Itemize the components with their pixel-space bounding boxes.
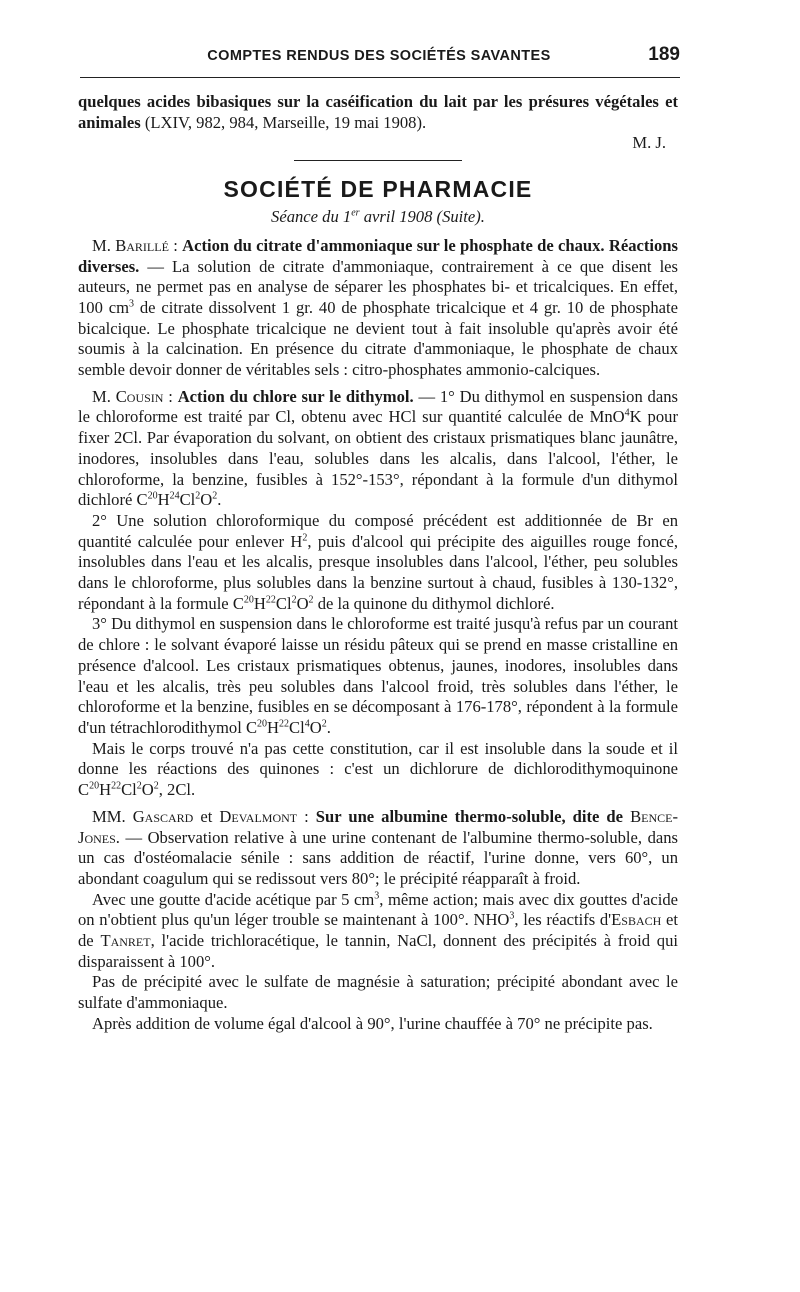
running-title: COMPTES RENDUS DES SOCIÉTÉS SAVANTES xyxy=(207,48,551,64)
cousin-p1-a: — 1° Du dithymol en suspension dans le chloroforme est traité par Cl, obtenu avec HCl sur quantité calculée de MnO xyxy=(78,386,678,427)
gascard-p2-sup2: 3 xyxy=(509,910,515,922)
gascard-paragraph-3: Pas de précipité avec le sulfate de magnésie à saturation; précipité abondant avec le sulfate d'ammoniaque. xyxy=(78,972,678,1013)
gascard-paragraph-2 xyxy=(78,890,678,973)
session-prefix: Séance du 1 xyxy=(271,207,352,227)
running-head xyxy=(78,44,680,70)
session-line xyxy=(78,207,678,228)
cousin-p3-d: O xyxy=(309,717,322,737)
cousin-p3-sup1: 20 xyxy=(257,718,268,730)
cousin-p2-e: O xyxy=(296,593,309,613)
cousin-p1-sup5: 2 xyxy=(212,490,218,502)
gascard-prefix: MM. xyxy=(92,806,133,826)
cousin-p3-sup2: 22 xyxy=(279,718,290,730)
cousin-p1-e: O xyxy=(200,490,213,510)
cousin-p1-sup4: 2 xyxy=(195,490,201,502)
gascard-paragraph-1 xyxy=(78,807,678,890)
cousin-p4-sup2: 22 xyxy=(111,780,122,792)
barille-title: Action du citrate d'ammoniaque sur le phosphate de chaux. Réactions diverses. xyxy=(78,235,678,276)
barille-author: Barillé xyxy=(115,235,169,255)
barille-text-1: — La solution de citrate d'ammoniaque, contrairement à ce que disent les auteurs, ne permet pas en analyse de séparer les phosphates bi- et tricalciques. En effet, 100 cm xyxy=(78,256,678,317)
signature: M. J. xyxy=(632,133,666,153)
barille-prefix: M. xyxy=(92,235,116,255)
cousin-p2-a: 2° Une solution chloroformique du composé précédent est additionnée de Br en quantité calculée pour enlever H xyxy=(78,510,678,551)
gascard-p2-sup1: 3 xyxy=(374,890,380,902)
cousin-p1-sup1: 4 xyxy=(624,407,630,419)
cousin-paragraph-2 xyxy=(78,511,678,615)
cousin-p1-sup2: 20 xyxy=(147,490,158,502)
intro-bold-text: quelques acides bibasiques sur la caséification du lait par les présures végétales et animales xyxy=(78,92,678,132)
cousin-paragraph-3 xyxy=(78,614,678,738)
section-heading: SOCIÉTÉ DE PHARMACIE xyxy=(223,176,533,203)
gascard-paragraph-4: Après addition de volume égal d'alcool à 90°, l'urine chauffée à 70° ne précipite pas. xyxy=(92,1013,653,1033)
session-sup: er xyxy=(351,207,360,219)
gascard-p2-d: et de xyxy=(78,910,678,951)
barille-paragraph xyxy=(78,236,678,381)
cousin-p1-b: K pour fixer 2Cl. Par évaporation du solvant, on obtient des cristaux prismatiques blanc jaunâtre, inodores, insolubles dans l'eau, solubles dans les alcalis, dans l'alcool, l'éther, le chloroforme, la benzine, fusibles à 152°-153°, répondant à la formule d'un dithymol dichloré C xyxy=(78,407,678,510)
gascard-p2-c: , les réactifs d' xyxy=(514,910,612,930)
cousin-paragraph-1 xyxy=(78,387,678,511)
cousin-separator: : xyxy=(163,386,178,406)
gascard-p2-b: , même action; mais avec dix gouttes d'acide on n'obtient plus qu'un léger trouble se maintenant à 100°. NHO xyxy=(78,889,678,930)
cousin-p3-c: Cl xyxy=(289,717,305,737)
gascard-p2-sc1: Esbach xyxy=(611,910,662,930)
cousin-p1-sup3: 24 xyxy=(169,490,180,502)
barille-text-2: de citrate dissolvent 1 gr. 40 de phosphate tricalcique et 4 gr. 10 de phosphate bicalcique. Le phosphate tricalcique ne devient tout à fait insoluble qu'après avoir été soumis à la calcination. En présence du citrate d'ammoniaque, le phosphate de chaux semble devoir donner de véritables sels : citro-phosphates ammonio-calciques. xyxy=(78,297,678,380)
cousin-p4-sup4: 2 xyxy=(153,780,159,792)
gascard-title: Sur une albumine thermo-soluble, dite de xyxy=(315,806,624,826)
cousin-p2-sup2: 20 xyxy=(243,594,254,606)
cousin-author: Cousin xyxy=(115,386,164,406)
cousin-p3-e: . xyxy=(326,717,331,737)
cousin-p2-sup4: 2 xyxy=(291,594,297,606)
cousin-p2-b: , puis d'alcool qui précipite des aiguilles rouge foncé, insolubles dans l'eau et les alcalis, presque insolubles dans l'alcool, l'éther, peu solubles dans le chloroforme, plus solubles dans la benzine surtout à chaud, fusibles à 130-132°, répondant à la formule C xyxy=(78,531,678,613)
cousin-p1-d: Cl xyxy=(179,490,196,510)
cousin-p2-d: Cl xyxy=(275,593,292,613)
intro-rest: (LXIV, 982, 984, Marseille, 19 mai 1908). xyxy=(140,112,427,132)
page-number: 189 xyxy=(648,44,680,65)
header-rule xyxy=(80,77,680,78)
cousin-p2-sup1: 2 xyxy=(302,532,308,544)
session-suffix: avril 1908 (Suite). xyxy=(359,207,485,227)
gascard-author-2: Devalmont xyxy=(219,806,298,826)
gascard-p2-e: , l'acide trichloracétique, le tannin, NaCl, donnent des précipités à froid qui disparaissent à 100°. xyxy=(78,931,678,971)
gascard-p1-rest: . — Observation relative à une urine contenant de l'albumine thermo-soluble, dans un cas d'ostéomalacie sénile : sans addition de réactif, l'urine donne, vers 60°, un abondant coagulum qui se redissout vers 80°; le précipité réapparaît à froid. xyxy=(78,827,678,888)
cousin-p4-sup1: 20 xyxy=(89,780,100,792)
cousin-prefix: M. xyxy=(92,386,116,406)
intro-paragraph xyxy=(78,92,678,133)
cousin-p4-b: H xyxy=(99,780,112,800)
cousin-p3-a: 3° Du dithymol en suspension dans le chloroforme est traité jusqu'à refus par un courant de chlore : le solvant évaporé laisse un résidu pâteux qui se prend en masse cristalline en présence d'alcool. Les cristaux prismatiques obtenus, jaunes, inodores, insolubles dans l'eau et les alcalis, très peu solubles dans l'alcool froid, très solubles dans l'éther, le chloroforme et la benzine, fusibles en se décomposant à 176-178°, répondent à la formule d'un tétrachlorodithymol C xyxy=(78,614,678,737)
cousin-p4-sup3: 2 xyxy=(136,780,142,792)
barille-separator: : xyxy=(168,235,183,255)
cousin-p4-a: Mais le corps trouvé n'a pas cette constitution, car il est insoluble dans la soude et il donne les réactions des quinones : c'est un dichlorure de dichlorodithymoquinone C xyxy=(78,738,678,800)
cousin-title: Action du chlore sur le dithymol. xyxy=(177,386,414,406)
gascard-title-sc: Bence-Jones xyxy=(78,806,678,847)
gascard-and: et xyxy=(193,806,220,826)
cousin-p2-sup5: 2 xyxy=(308,594,314,606)
cousin-p1-f: . xyxy=(217,490,222,510)
section-rule xyxy=(294,160,462,161)
cousin-p4-d: O xyxy=(141,780,154,800)
body-text xyxy=(78,92,678,1035)
barille-sup-1: 3 xyxy=(129,298,135,310)
cousin-p1-c: H xyxy=(157,490,170,510)
cousin-p3-sup3: 4 xyxy=(304,718,310,730)
cousin-paragraph-4 xyxy=(78,739,678,801)
cousin-p2-c: H xyxy=(253,593,266,613)
gascard-separator: : xyxy=(297,806,316,826)
cousin-p2-f: de la quinone du dithymol dichloré. xyxy=(313,593,555,613)
cousin-p3-sup4: 2 xyxy=(321,718,327,730)
cousin-p4-c: Cl xyxy=(121,780,137,800)
cousin-p3-b: H xyxy=(267,717,280,737)
cousin-p2-sup3: 22 xyxy=(265,594,276,606)
cousin-p4-e: , 2Cl. xyxy=(158,780,196,800)
gascard-p2-sc2: Tanret xyxy=(100,931,151,951)
gascard-p2-a: Avec une goutte d'acide acétique par 5 cm xyxy=(92,889,375,909)
gascard-author-1: Gascard xyxy=(132,806,194,826)
